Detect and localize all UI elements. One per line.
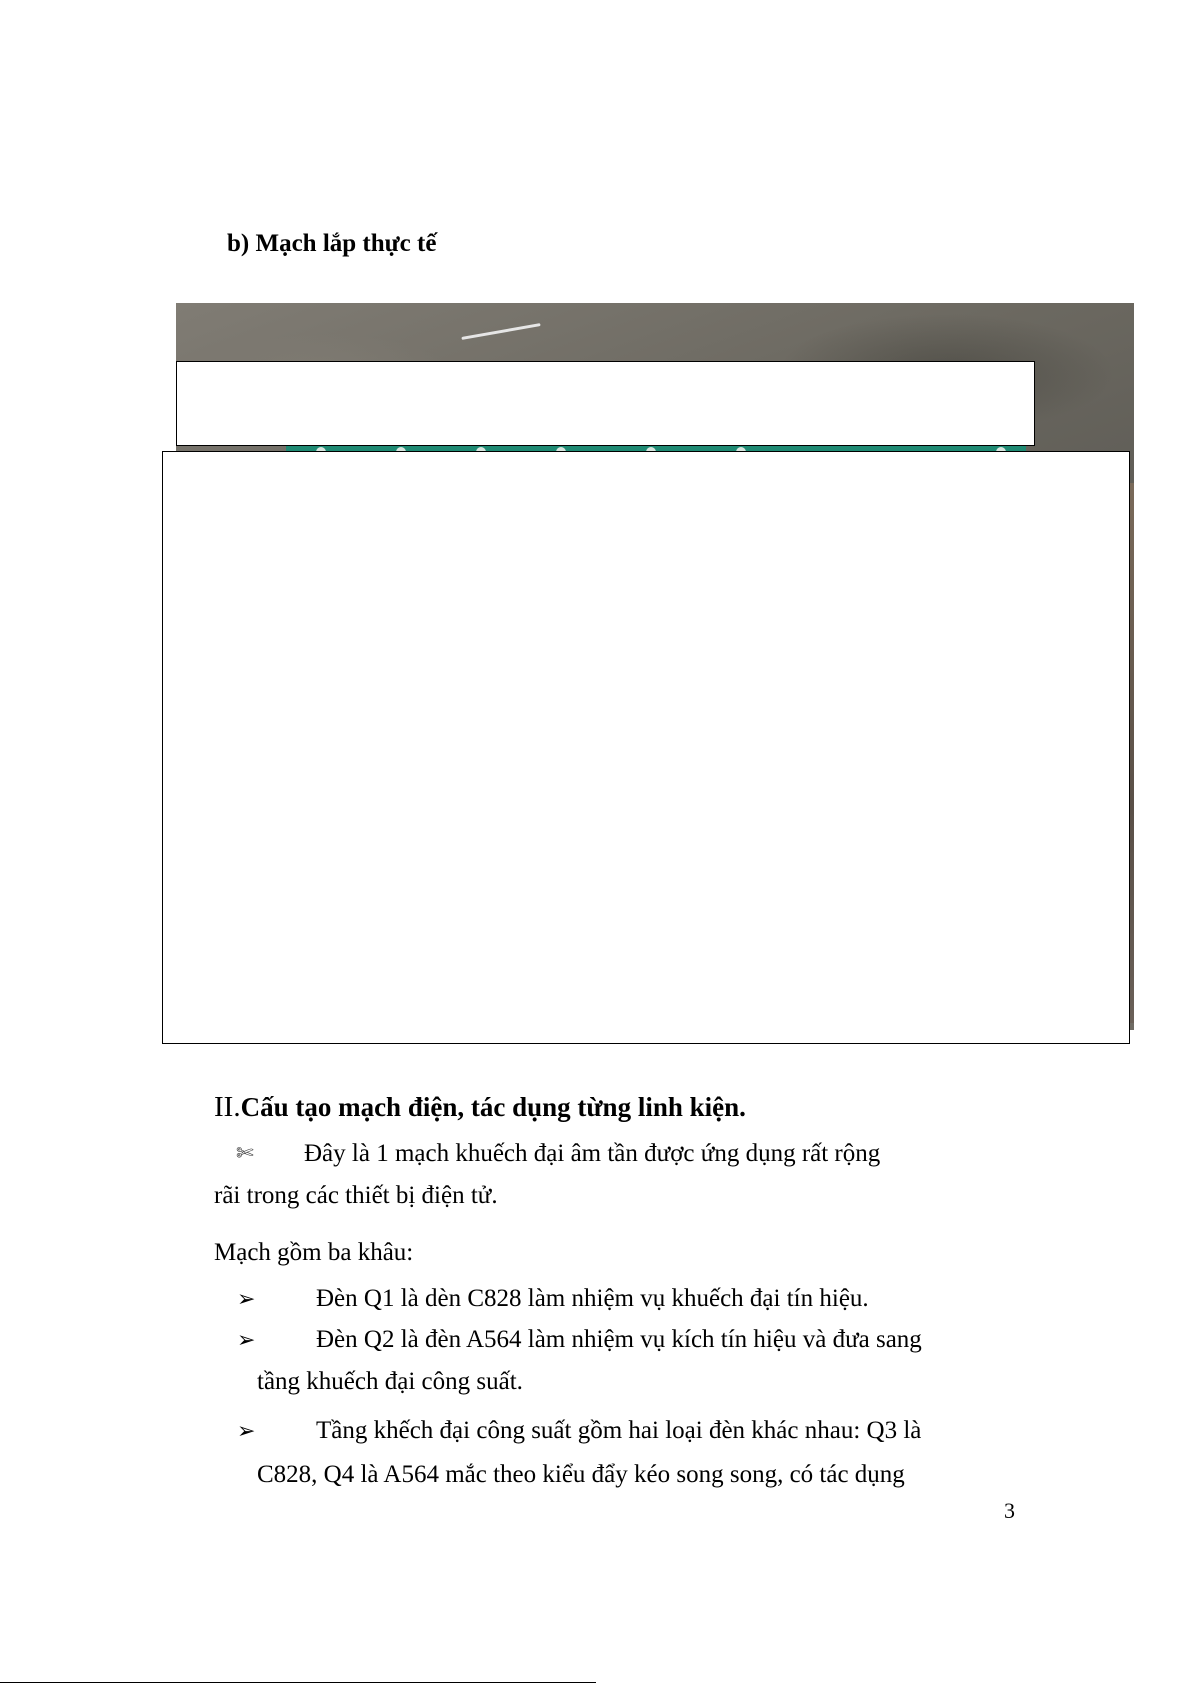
bullet-1-line-1: Đèn Q1 là dèn C828 làm nhiệm vụ khuếch đại tín hiệu.	[316, 1285, 869, 1312]
blank-caption-box	[176, 361, 1035, 446]
intro-line-2: rãi trong các thiết bị điện tử.	[214, 1182, 498, 1209]
intro-line-1: Đây là 1 mạch khuếch đại âm tần được ứng dụng rất rộng	[304, 1140, 881, 1167]
arrowhead-bullet-icon: ➢	[237, 1419, 256, 1444]
bullet-2-line-1: Đèn Q2 là đèn A564 làm nhiệm vụ kích tín hiệu và đưa sang	[316, 1326, 922, 1353]
page-number: 3	[1004, 1498, 1015, 1523]
bullet-3-line-1: Tầng khếch đại công suất gồm hai loại đèn khác nhau: Q3 là	[316, 1417, 922, 1444]
subsection-heading: b) Mạch lắp thực tế	[227, 230, 437, 257]
section-title: Cấu tạo mạch điện, tác dụng từng linh kiện.	[240, 1092, 746, 1122]
scissors-icon: ✄	[236, 1141, 254, 1165]
arrowhead-bullet-icon: ➢	[237, 1328, 256, 1353]
stages-intro: Mạch gồm ba khâu:	[214, 1239, 414, 1266]
footnote-divider	[0, 1682, 596, 1683]
arrowhead-bullet-icon: ➢	[237, 1287, 256, 1312]
section-heading	[214, 1091, 746, 1124]
bullet-2-line-2: tầng khuếch đại công suất.	[257, 1368, 523, 1395]
blank-image-box	[162, 451, 1130, 1044]
bullet-3-line-2: C828, Q4 là A564 mắc theo kiểu đẩy kéo song song, có tác dụng	[257, 1461, 905, 1488]
section-number: II.	[214, 1091, 241, 1123]
